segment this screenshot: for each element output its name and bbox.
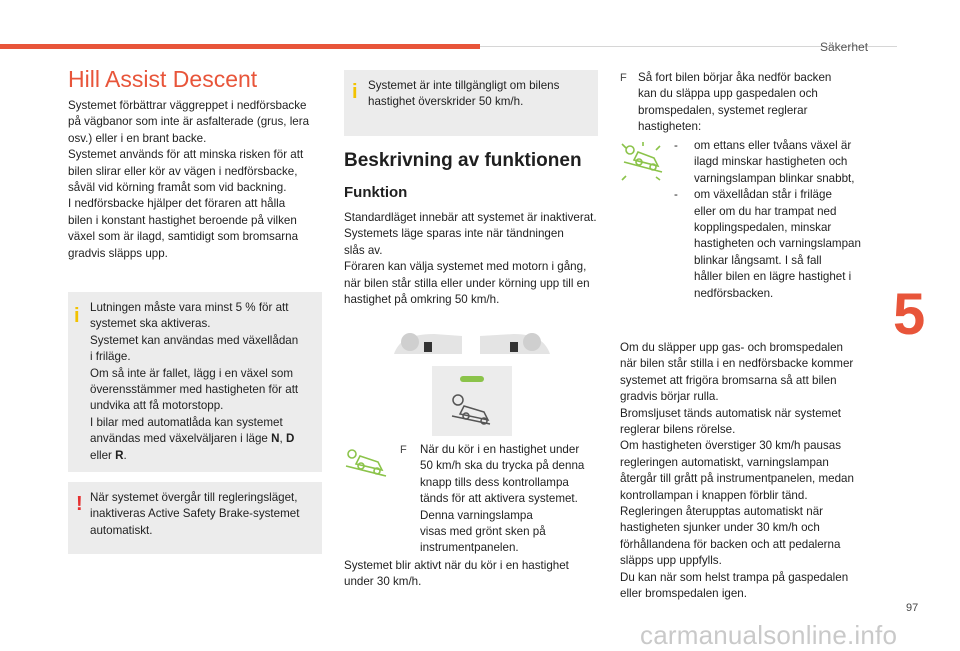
gear-r: R xyxy=(115,448,124,462)
dash-line: hastigheten och varningslampan xyxy=(694,237,861,251)
info-line: systemet ska aktiveras. xyxy=(90,317,211,331)
bullet-line: 50 km/h ska du trycka på denna xyxy=(420,459,585,473)
para-line: förhållandena för backen och att pedalerna xyxy=(620,537,841,551)
separator: , xyxy=(279,432,286,446)
intro-line: gradvis släpps upp. xyxy=(68,246,168,260)
para-line: Bromsljuset tänds automatisk när systemet xyxy=(620,406,842,420)
console-illustration xyxy=(394,324,550,436)
intro-line: Systemet förbättrar väggreppet i nedförsbacke xyxy=(68,99,307,112)
para-line: Du kan när som helst trampa på gaspedalen xyxy=(620,570,849,584)
closing-text xyxy=(344,558,602,591)
para-line: regleringen automatiskt, varningslampan xyxy=(620,455,829,469)
knob-right-icon xyxy=(523,333,541,351)
para-line: slås av. xyxy=(344,243,383,257)
info-line xyxy=(90,448,318,464)
info-line: Lutningen måste vara minst 5 % för att xyxy=(90,301,289,314)
info-line-text: användas med växelväljaren i läge xyxy=(90,432,272,446)
para-line: när bilen står stilla eller under körning upp till en xyxy=(344,276,590,290)
warning-box xyxy=(68,482,322,554)
page-number: 97 xyxy=(906,602,919,614)
dash-item xyxy=(674,138,880,187)
info-line: i friläge. xyxy=(90,350,131,364)
bullet-line: Så fort bilen börjar åka nedför backen xyxy=(638,71,832,84)
para-line: eller bromspedalen igen. xyxy=(620,587,747,601)
para-line: kontrollampan i knappen förblir tänd. xyxy=(620,488,808,502)
para-line: Standardläget innebär att systemet är inaktiverat. xyxy=(344,211,597,224)
chapter-number: 5 xyxy=(893,282,926,347)
intro-line: på vägbanor som inte är asfalterade (grus, lera xyxy=(68,115,310,129)
bullet-line: tänds för att aktivera systemet. xyxy=(420,492,578,506)
dash-item xyxy=(674,187,880,302)
dash-line: nedförsbacken. xyxy=(694,286,774,300)
dash-line: om växellådan står i friläge xyxy=(694,188,832,202)
info-box-text xyxy=(90,300,318,464)
bullet-line: När du kör i en hastighet under xyxy=(420,443,580,456)
info-line: hastighet överskrider 50 km/h. xyxy=(368,95,524,109)
dash-line: om ettans eller tvåans växel är xyxy=(694,139,852,152)
dash-line: ilagd minskar hastigheten och xyxy=(694,155,848,169)
warning-line: När systemet övergår till regleringsläget, xyxy=(90,491,298,504)
intro-line: I nedförsbacke hjälper det föraren att hålla xyxy=(68,197,286,211)
para-line: när bilen står stilla i en nedförsbacke kommer xyxy=(620,357,854,371)
section-title: Säkerhet xyxy=(820,40,869,54)
intro-paragraph xyxy=(68,98,328,262)
intro-line: växel som är ilagd, samtidigt som bromsarna xyxy=(68,230,299,244)
knob-left-icon xyxy=(401,333,419,351)
info-line-text: eller xyxy=(90,448,116,462)
dash-list xyxy=(674,138,880,302)
release-paragraph xyxy=(620,340,882,603)
intro-line: bilen i konstant hastighet beroende på vilken xyxy=(68,213,297,227)
info-line: Systemet är inte tillgängligt om bilens xyxy=(368,79,560,92)
info-icon: i xyxy=(74,305,80,327)
bullet-line: bromspedalen, systemet reglerar xyxy=(638,103,808,117)
switch-left-icon xyxy=(424,342,432,352)
dash-line: varningslampan blinkar snabbt, xyxy=(694,171,855,185)
intro-line: bilen slirar eller kör av vägen i nedförsbacke, xyxy=(68,164,298,178)
switch-right-icon xyxy=(510,342,518,352)
watermark: carmanualsonline.info xyxy=(640,620,898,650)
dash-line: blinkar långsamt. I så fall xyxy=(694,253,822,267)
bullet-line: visas med grönt sken på xyxy=(420,525,546,539)
para-line: Systemets läge sparas inte när tändningen xyxy=(344,227,564,241)
info-line: I bilar med automatlåda kan systemet xyxy=(90,415,283,429)
warning-line: inaktiveras Active Safety Brake-systemet xyxy=(90,507,300,521)
closing-line: Systemet blir aktivt när du kör i en hastighet xyxy=(344,559,569,572)
para-line: släpps upp uppfylls. xyxy=(620,554,722,568)
bullet-marker: F xyxy=(620,72,627,84)
para-line: hastighet på omkring 50 km/h. xyxy=(344,293,500,307)
warning-icon: ! xyxy=(76,493,83,515)
closing-line: under 30 km/h. xyxy=(344,575,422,589)
activation-text xyxy=(420,442,600,557)
para-line: hastigheten sjunker under 30 km/h och xyxy=(620,521,820,535)
info-line: Om så inte är fallet, lägg i en växel som xyxy=(90,366,293,380)
hill-descent-indicator-icon xyxy=(344,448,390,480)
dash-line: kopplingspedalen, minskar xyxy=(694,221,832,235)
para-line: Om du släpper upp gas- och bromspedalen xyxy=(620,341,843,354)
info-box-speed xyxy=(344,70,598,136)
intro-line: osv.) eller i en brant backe. xyxy=(68,131,207,145)
warning-line: automatiskt. xyxy=(90,523,153,537)
period: . xyxy=(123,448,127,462)
info-icon: i xyxy=(352,81,358,103)
regulation-intro xyxy=(638,70,878,136)
para-line: systemet att frigöra bromsarna så att bilen xyxy=(620,373,837,387)
para-line: återgår till grått på instrumentpanelen, medan xyxy=(620,472,854,486)
page-title: Hill Assist Descent xyxy=(68,66,258,92)
subheading: Funktion xyxy=(344,184,408,201)
dash-marker: - xyxy=(674,139,678,152)
intro-line: såväl vid körning framåt som vid backning. xyxy=(68,181,287,195)
header-accent-bar xyxy=(0,44,480,49)
info-line xyxy=(90,431,318,447)
intro-line: Systemet används för att minska risken för att xyxy=(68,148,304,162)
info-box-slope xyxy=(68,292,322,472)
warning-box-text xyxy=(90,490,318,539)
dash-line: eller om du har trampat ned xyxy=(694,204,837,218)
para-line: Regleringen återupptas automatiskt när xyxy=(620,505,824,519)
info-line: Systemet kan användas med växellådan xyxy=(90,333,299,347)
bullet-line: kan du släppa upp gaspedalen och xyxy=(638,87,818,101)
bullet-line: knapp tills dess kontrollampa xyxy=(420,475,569,489)
indicator-led-icon xyxy=(460,376,484,382)
bullet-line: Denna varningslampa xyxy=(420,508,533,522)
para-line: reglerar bilens rörelse. xyxy=(620,423,736,437)
info-line: undvika att få motorstopp. xyxy=(90,399,224,413)
para-line: Om hastigheten överstiger 30 km/h pausas xyxy=(620,439,842,453)
bullet-line: hastigheten: xyxy=(638,120,702,134)
para-line: gradvis börjar rulla. xyxy=(620,390,719,404)
function-paragraph xyxy=(344,210,602,308)
dash-marker: - xyxy=(674,188,678,202)
gear-d: D xyxy=(285,432,295,446)
bullet-line: instrumentpanelen. xyxy=(420,541,519,555)
section-heading: Beskrivning av funktionen xyxy=(344,150,582,171)
dash-line: håller bilen en lägre hastighet i xyxy=(694,270,852,284)
blinking-indicator-icon xyxy=(620,140,666,184)
info-line: överensstämmer med hastigheten för att xyxy=(90,383,299,397)
info-box-speed-text xyxy=(368,78,594,111)
para-line: Föraren kan välja systemet med motorn i gång, xyxy=(344,260,587,274)
gear-n: N xyxy=(271,432,280,446)
bullet-marker: F xyxy=(400,444,407,456)
